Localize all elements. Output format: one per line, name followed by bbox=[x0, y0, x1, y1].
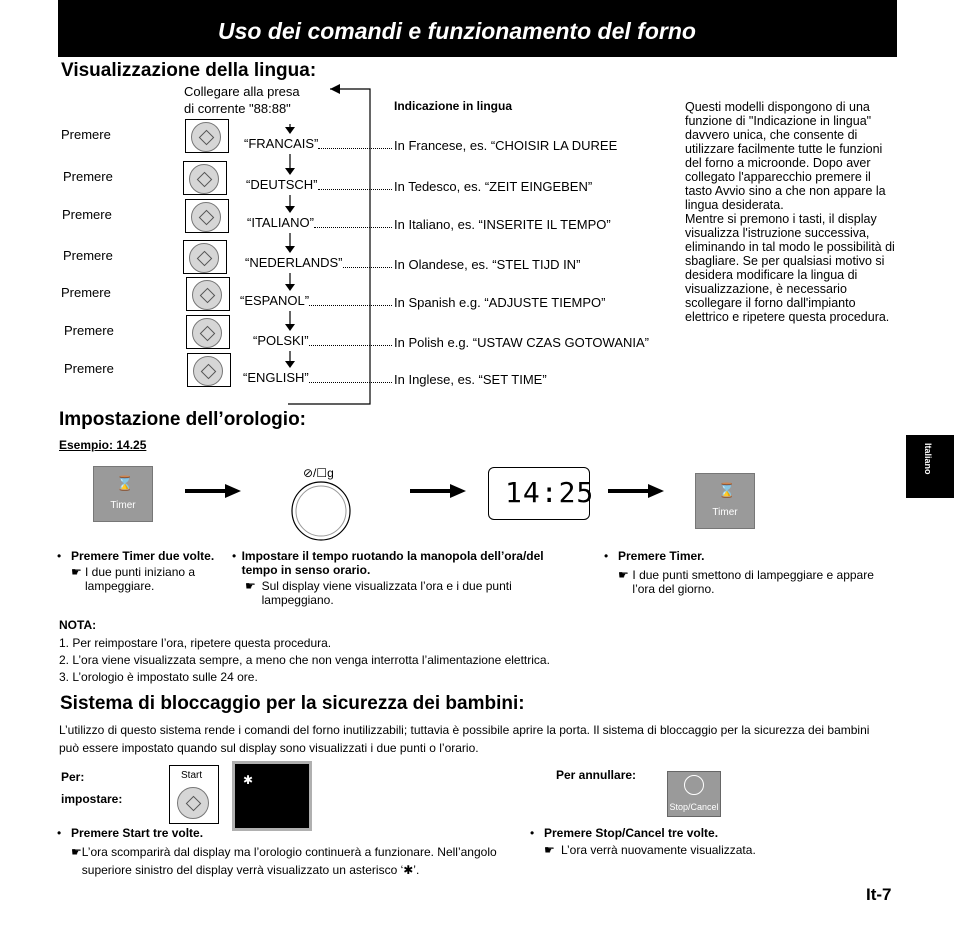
language-option: “FRANCAIS” bbox=[244, 136, 319, 151]
language-side-tab bbox=[906, 435, 954, 498]
leader-line bbox=[314, 227, 392, 228]
cancel-label: Per annullare: bbox=[556, 768, 637, 782]
clock-example: Esempio: 14.25 bbox=[59, 438, 147, 452]
step-sub: L’ora scomparirà dal display ma l’orologio continuerà a funzionare. Nell’angolo superiore sinistro del display verrà visualizzato un asterisco ‘✱’. bbox=[81, 845, 497, 877]
step-main: Premere Timer. bbox=[618, 549, 705, 563]
display-time: 14:25 bbox=[505, 476, 595, 509]
start-key-icon[interactable] bbox=[183, 161, 227, 195]
language-option: “POLSKI” bbox=[253, 333, 309, 348]
language-section-title: Visualizzazione della lingua: bbox=[61, 60, 317, 81]
timer-button-label: Timer bbox=[712, 507, 738, 518]
language-option: “ESPANOL” bbox=[240, 293, 310, 308]
leader-line bbox=[309, 345, 392, 346]
leader-line bbox=[343, 267, 392, 268]
leader-line bbox=[318, 148, 392, 149]
language-option: “DEUTSCH” bbox=[246, 177, 318, 192]
press-label: Premere bbox=[61, 127, 111, 142]
clock-step-3: • Premere Timer. ☛ I due punti smettono di lampeggiare e appare l’ora del giorno. bbox=[604, 549, 894, 596]
press-label: Premere bbox=[63, 169, 113, 184]
note-item: 3. L’orologio è impostato sulle 24 ore. bbox=[59, 670, 258, 684]
display-text: In Tedesco, es. “ZEIT EINGEBEN” bbox=[394, 179, 593, 194]
language-option: “ENGLISH” bbox=[243, 370, 309, 385]
flow-arrowhead bbox=[285, 284, 295, 291]
flow-arrowhead bbox=[285, 246, 295, 253]
stop-icon bbox=[684, 775, 704, 795]
clock-display bbox=[488, 467, 595, 520]
arrow-icon bbox=[185, 483, 245, 499]
note-item: 1. Per reimpostare l’ora, ripetere questa procedura. bbox=[59, 636, 332, 650]
display-text: In Spanish e.g. “ADJUSTE TIEMPO” bbox=[394, 295, 606, 310]
stop-button-label: Stop/Cancel bbox=[669, 802, 719, 812]
step-sub: Sul display viene visualizzata l’ora e i due punti lampeggiano. bbox=[261, 579, 512, 607]
time-dial[interactable] bbox=[290, 480, 352, 542]
connect-note: Collegare alla presa di corrente "88:88" bbox=[184, 84, 300, 116]
display-text: In Polish e.g. “USTAW CZAS GOTOWANIA” bbox=[394, 335, 649, 350]
step-sub: I due punti smettono di lampeggiare e appare l’ora del giorno. bbox=[632, 568, 874, 596]
timer-button-final[interactable] bbox=[695, 473, 755, 529]
lock-cancel-step: • Premere Stop/Cancel tre volte. ☛ L’ora verrà nuovamente visualizzata. bbox=[530, 826, 756, 857]
display-text: In Italiano, es. “INSERITE IL TEMPO” bbox=[394, 217, 611, 232]
arrow-icon bbox=[608, 483, 668, 499]
page-number: It-7 bbox=[866, 885, 892, 904]
press-label: Premere bbox=[63, 248, 113, 263]
start-key-icon[interactable] bbox=[183, 240, 227, 274]
timer-button-label: Timer bbox=[110, 500, 136, 511]
dial-symbol: ⊘/☐g bbox=[303, 466, 334, 480]
step-main: Premere Stop/Cancel tre volte. bbox=[544, 826, 719, 840]
display-heading: Indicazione in lingua bbox=[394, 99, 513, 113]
step-sub: L’ora verrà nuovamente visualizzata. bbox=[561, 843, 756, 857]
display-text: In Inglese, es. “SET TIME” bbox=[394, 372, 547, 387]
arrow-icon bbox=[410, 483, 470, 499]
note-item: 2. L’ora viene visualizzata sempre, a meno che non venga interrotta l’alimentazione elettrica. bbox=[59, 653, 550, 667]
nota-label: NOTA: bbox=[59, 618, 97, 632]
start-key-icon[interactable] bbox=[186, 315, 230, 349]
flow-arrowhead bbox=[285, 361, 295, 368]
flow-arrowhead bbox=[285, 324, 295, 331]
step-main: Premere Start tre volte. bbox=[71, 826, 204, 840]
press-label: Premere bbox=[62, 207, 112, 222]
stop-cancel-button[interactable] bbox=[667, 771, 721, 817]
flow-arrowhead bbox=[285, 168, 295, 175]
lock-display bbox=[232, 761, 312, 831]
clock-step-1: • Premere Timer due volte. ☛ I due punti iniziano a lampeggiare. bbox=[57, 549, 227, 593]
start-button-label: Start bbox=[181, 770, 203, 781]
lock-set-step: • Premere Start tre volte. ☛ L’ora scomparirà dal display ma l’orologio continuerà a funzionare. Nell’angolo superiore sinistro del display verrà visualizzato un asterisco ‘✱’. bbox=[57, 826, 507, 879]
hourglass-icon: ⌛ bbox=[116, 475, 134, 491]
lock-section-title: Sistema di bloccaggio per la sicurezza dei bambini: bbox=[60, 693, 525, 714]
clock-notes bbox=[59, 635, 550, 686]
press-label: Premere bbox=[64, 361, 114, 376]
page-title: Uso dei comandi e funzionamento del forno bbox=[218, 18, 696, 44]
hourglass-icon: ⌛ bbox=[718, 482, 736, 498]
start-key-icon[interactable] bbox=[186, 277, 230, 311]
lock-intro: L’utilizzo di questo sistema rende i comandi del forno inutilizzabili; tuttavia è possibile aprire la porta. Il sistema di bloccaggio per la sicurezza dei bambini può essere impostato quando sul display sono visualizzati i due punti o l’orario. bbox=[59, 723, 870, 755]
step-main: Impostare il tempo ruotando la manopola dell’ora/del tempo in senso orario. bbox=[241, 549, 544, 577]
step-main: Premere Timer due volte. bbox=[71, 549, 215, 563]
start-key-icon[interactable] bbox=[185, 199, 229, 233]
set-label: Per: impostare: bbox=[61, 770, 123, 806]
leader-line bbox=[309, 305, 392, 306]
start-key-icon[interactable] bbox=[187, 353, 231, 387]
clock-step-2: • Impostare il tempo ruotando la manopola dell’ora/del tempo in senso orario. ☛ Sul display viene visualizzata l’ora e i due punti lampeggiano. bbox=[232, 549, 562, 607]
press-label: Premere bbox=[61, 285, 111, 300]
timer-button[interactable] bbox=[93, 466, 153, 522]
language-option: “ITALIANO” bbox=[247, 215, 314, 230]
flow-arrowhead bbox=[285, 206, 295, 213]
press-label: Premere bbox=[64, 323, 114, 338]
display-text: In Francese, es. “CHOISIR LA DUREE bbox=[394, 138, 618, 153]
start-button[interactable] bbox=[169, 765, 219, 824]
start-key-icon[interactable] bbox=[185, 119, 229, 153]
step-sub: I due punti iniziano a lampeggiare. bbox=[84, 565, 196, 593]
side-tab-label: Italiano bbox=[923, 443, 933, 475]
language-side-note: Questi modelli dispongono di una funzione di "Indicazione in lingua" davvero unica, che consente di utilizzare facilmente tutte le funzioni del forno a microonde. Dopo aver collegato l'apparecchio premere il tasto Avvio sino a che non appare la lingua desiderata. Mentre si premono i tasti, il display visualizza l'istruzione successiva, eliminando in tal modo le possibilità di sbagliare. Se per qualsiasi motivo si desidera modificare la lingua di visualizzazione, è necessario scollegare il forno dall'impianto elettrico e ripetere questa procedura. bbox=[685, 100, 895, 324]
start-icon bbox=[177, 787, 209, 819]
leader-line bbox=[309, 382, 392, 383]
flow-arrowhead bbox=[285, 127, 295, 134]
display-text: In Olandese, es. “STEL TIJD IN” bbox=[394, 257, 581, 272]
asterisk-indicator: ✱ bbox=[243, 773, 254, 787]
language-option: “NEDERLANDS” bbox=[245, 255, 343, 270]
clock-section-title: Impostazione dell’orologio: bbox=[59, 409, 306, 430]
leader-line bbox=[318, 189, 392, 190]
